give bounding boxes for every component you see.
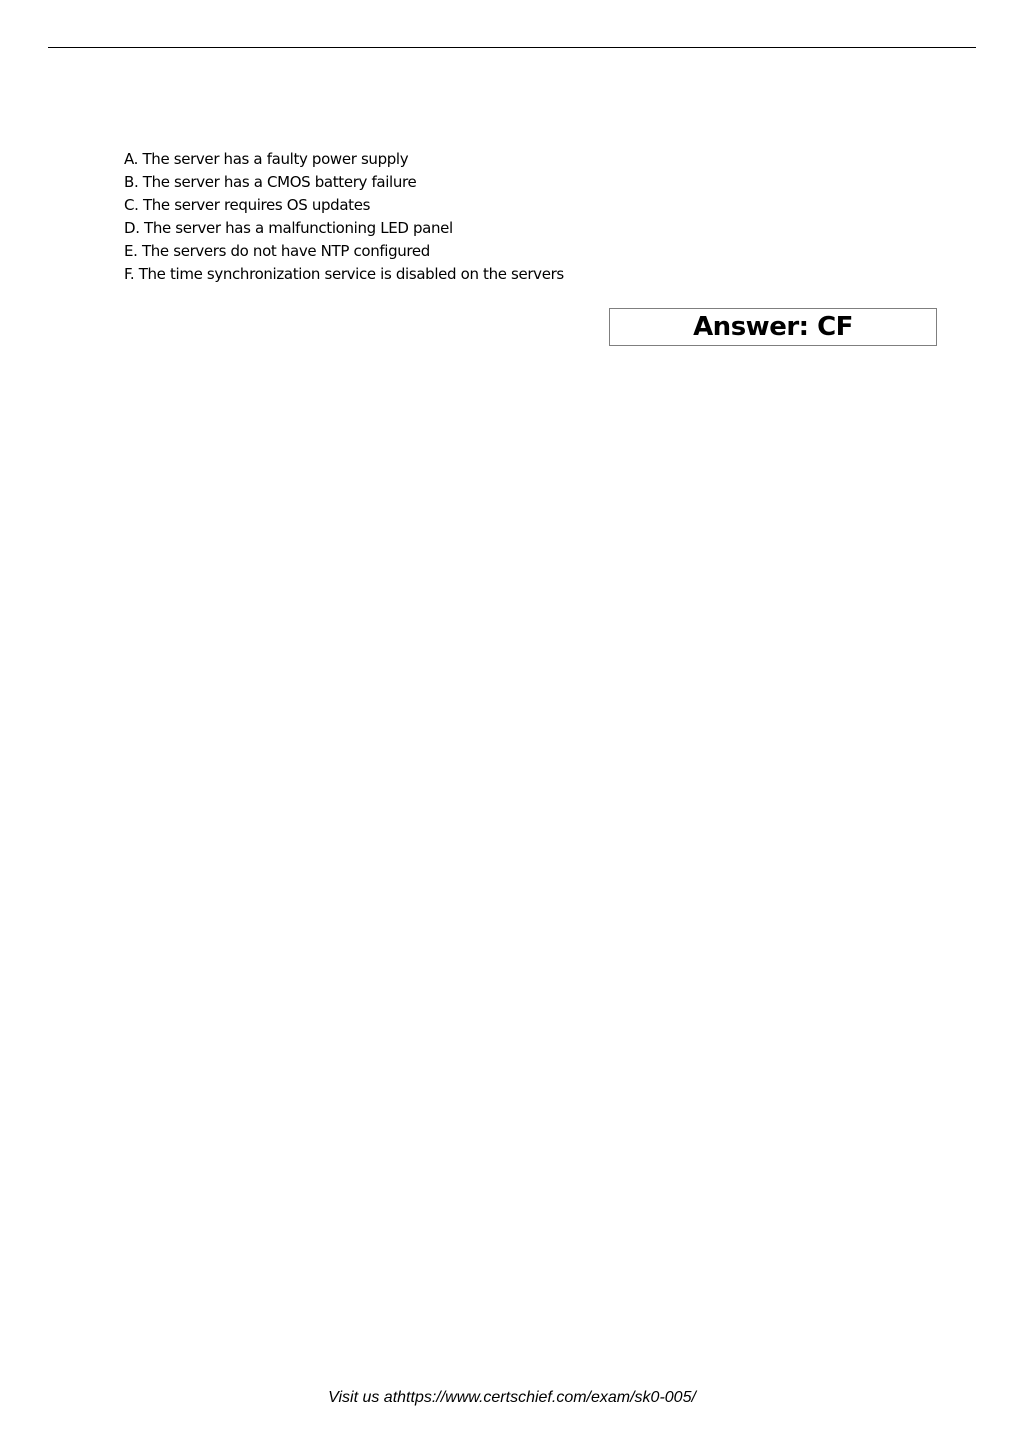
option-a: A. The server has a faulty power supply bbox=[124, 150, 409, 168]
option-f: F. The time synchronization service is disabled on the servers bbox=[124, 265, 564, 283]
option-e: E. The servers do not have NTP configured bbox=[124, 242, 430, 260]
answer-box bbox=[609, 308, 937, 346]
answer-label: Answer: CF bbox=[693, 312, 853, 342]
option-d: D. The server has a malfunctioning LED panel bbox=[124, 219, 453, 237]
header-divider bbox=[48, 47, 976, 48]
footer-text: Visit us athttps://www.certschief.com/exam/sk0-005/ bbox=[328, 1389, 696, 1406]
option-c: C. The server requires OS updates bbox=[124, 196, 371, 214]
option-b: B. The server has a CMOS battery failure bbox=[124, 173, 417, 191]
answer-options-list bbox=[124, 148, 564, 286]
